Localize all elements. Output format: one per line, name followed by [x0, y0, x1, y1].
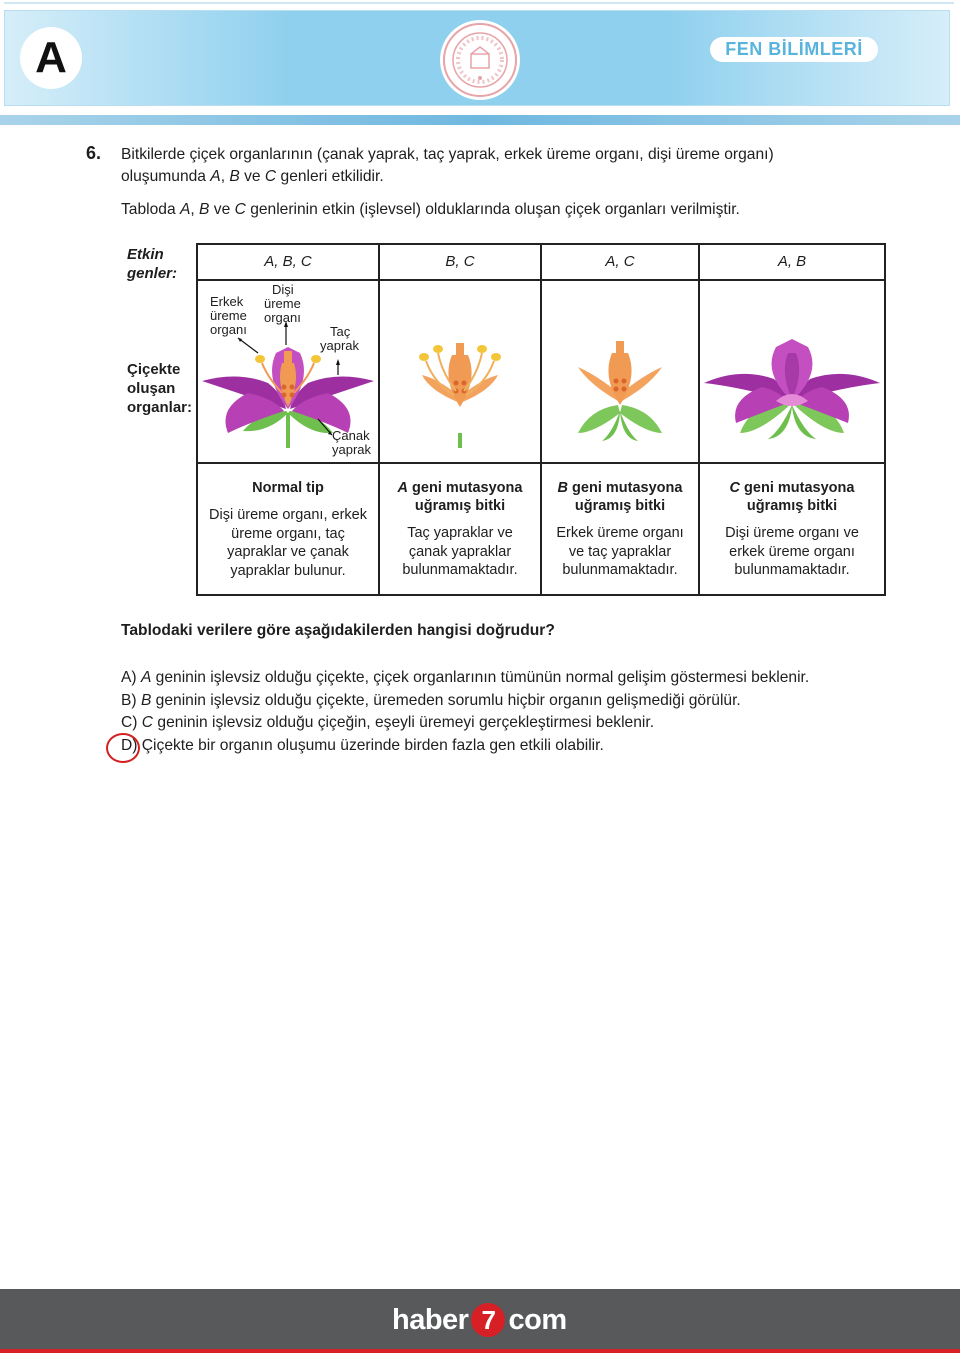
a-mutant-flower-illustration [380, 283, 540, 461]
col-desc-a-mutant: Taç yapraklar ve çanak yapraklar bulunmamaktadır. [402, 525, 518, 578]
question-number: 6. [86, 143, 102, 163]
gene-organ-table [196, 243, 886, 596]
gene-header-col-4: A, B [777, 253, 807, 270]
col-desc-c-mutant: Dişi üreme organı ve erkek üreme organı bulunmamaktadır. [725, 525, 859, 578]
col-title-a-mutant: A geni mutasyona uğramış bitki [397, 480, 523, 514]
booklet-letter: A [20, 27, 82, 89]
row-label-genes: Etkin genler: [127, 246, 178, 282]
b-mutant-flower-illustration [542, 283, 698, 461]
haber7-logo[interactable]: haber 7 com [392, 1303, 567, 1336]
question-line-1: Bitkilerde çiçek organlarının (çanak yaprak, taç yaprak, erkek üreme organı, dişi üreme organı) [121, 146, 774, 163]
col-desc-normal: Dişi üreme organı, erkek üreme organı, taç yapraklar ve çanak yapraklar bulunur. [209, 507, 367, 579]
gene-header-col-1: A, B, C [264, 253, 312, 270]
question-stem: Tablodaki verilere göre aşağıdakilerden hangisi doğrudur? [121, 622, 555, 639]
header-top-rule [4, 2, 954, 4]
label-petal: Taç yaprak [320, 324, 360, 353]
gene-header-col-3: A, C [605, 253, 635, 270]
question-line-2: oluşumunda A, B ve C genleri etkilidir. [121, 168, 384, 185]
question-line-3: Tabloda A, B ve C genlerinin etkin (işlevsel) olduklarında oluşan çiçek organları verilmiştir. [121, 201, 740, 218]
col-title-b-mutant: B geni mutasyona uğramış bitki [557, 480, 683, 514]
option-d[interactable]: D) Çiçekte bir organın oluşumu üzerinde birden fazla gen etkili olabilir. [121, 737, 604, 754]
header-bottom-rule [0, 115, 960, 125]
footer-red-stripe [0, 1349, 960, 1353]
subject-badge: FEN BİLİMLERİ [710, 37, 878, 62]
col-desc-b-mutant: Erkek üreme organı ve taç yapraklar bulunmamaktadır. [556, 525, 684, 578]
col-title-normal: Normal tip [252, 480, 324, 496]
answer-mark-circle [106, 733, 140, 763]
gene-header-col-2: B, C [445, 253, 475, 270]
option-a[interactable]: A) A geninin işlevsiz olduğu çiçekte, çiçek organlarının tümünün normal gelişim göstermesi beklenir. [121, 669, 810, 686]
c-mutant-flower-illustration [700, 283, 884, 461]
label-male-organ: Erkek üreme organı [210, 294, 247, 337]
table-divider [198, 279, 884, 281]
option-b[interactable]: B) B geninin işlevsiz olduğu çiçekte, üremeden sorumlu hiçbir organın gelişmediği görülür. [121, 692, 741, 709]
table-divider [198, 462, 884, 464]
option-c[interactable]: C) C geninin işlevsiz olduğu çiçeğin, eşeyli üremeyi gerçekleştirmesi beklenir. [121, 714, 655, 731]
col-title-c-mutant: C geni mutasyona uğramış bitki [729, 480, 855, 514]
row-label-organs: Çiçekte oluşan organlar: [127, 361, 193, 416]
ministry-seal-icon [440, 20, 520, 100]
label-female-organ: Dişi üreme organı [264, 282, 301, 325]
label-sepal: Çanak yaprak [332, 428, 372, 457]
